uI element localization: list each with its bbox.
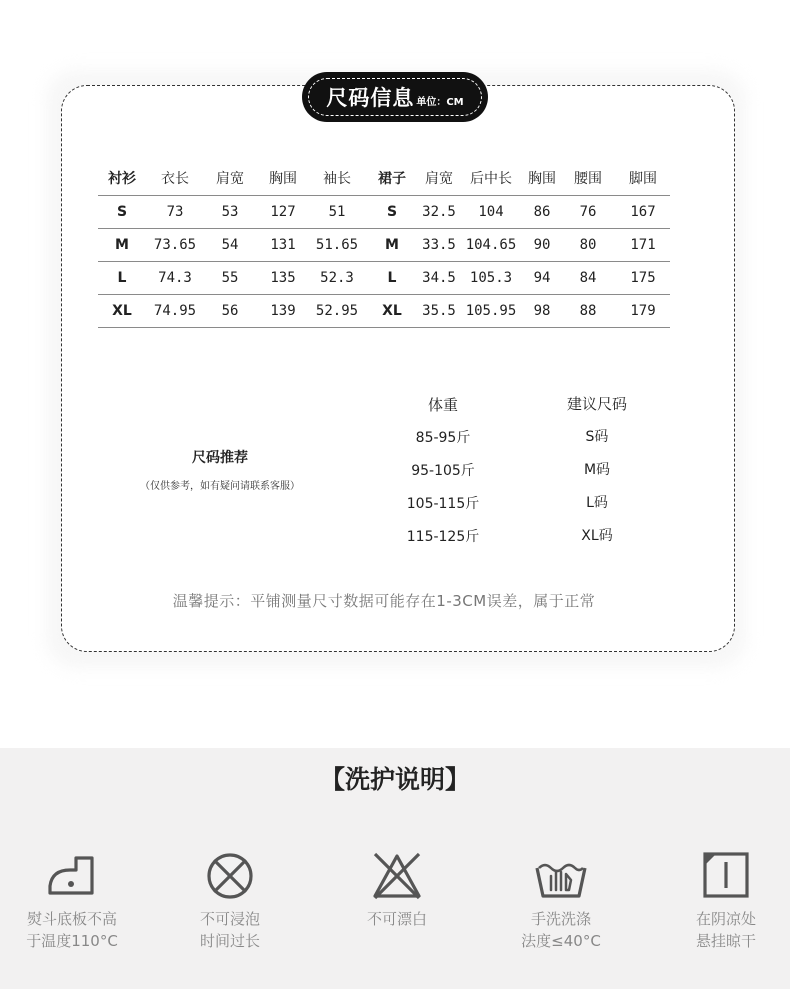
table-cell: 175 [616, 261, 670, 294]
table-header-cell: 脚围 [616, 162, 670, 195]
table-cell: 167 [616, 195, 670, 228]
care-label-line2: 法度≤40°C [521, 932, 601, 950]
table-cell: 98 [524, 294, 560, 327]
table-cell: S [364, 195, 420, 228]
table-header-cell: 衬衫 [98, 162, 146, 195]
table-header-cell: 后中长 [458, 162, 524, 195]
care-item-iron [2, 850, 142, 952]
size-table-header-row [98, 162, 670, 195]
table-cell: 88 [560, 294, 616, 327]
recommended-size-column [537, 388, 657, 553]
recommended-size-value: M码 [583, 462, 611, 478]
table-header-cell: 肩宽 [420, 162, 458, 195]
table-cell: 90 [524, 228, 560, 261]
weight-header: 体重 [427, 396, 458, 414]
size-recommend-note: （仅供参考，如有疑问请联系客服） [140, 481, 300, 492]
table-cell: 74.3 [146, 261, 204, 294]
table-cell: 135 [256, 261, 310, 294]
table-cell: 76 [560, 195, 616, 228]
table-cell: S [98, 195, 146, 228]
care-label-line1: 在阴凉处 [695, 910, 756, 928]
weight-value: 85-95斤 [415, 430, 471, 446]
table-cell: 86 [524, 195, 560, 228]
table-cell: L [98, 261, 146, 294]
table-cell: 32.5 [420, 195, 458, 228]
care-label-line2: 悬挂晾干 [695, 932, 756, 950]
size-table [98, 162, 670, 328]
table-cell: 51 [310, 195, 364, 228]
recommended-size-value: S码 [585, 429, 609, 445]
page-title: 尺码信息 [326, 86, 415, 110]
table-cell: XL [98, 294, 146, 327]
table-cell: 55 [204, 261, 256, 294]
table-cell: 105.95 [458, 294, 524, 327]
table-row [98, 228, 670, 261]
weight-value: 105-115斤 [406, 496, 480, 512]
no-bleach-icon [367, 850, 427, 900]
table-header-cell: 肩宽 [204, 162, 256, 195]
table-row [98, 261, 670, 294]
table-cell: XL [364, 294, 420, 327]
no-soak-icon [200, 850, 260, 900]
recommended-size-header: 建议尺码 [566, 395, 627, 413]
care-label-line2: 于温度110°C [26, 932, 118, 950]
table-cell: 51.65 [310, 228, 364, 261]
table-header-cell: 胸围 [524, 162, 560, 195]
care-label-line1: 手洗洗涤 [530, 910, 591, 928]
table-cell: 52.3 [310, 261, 364, 294]
table-cell: 139 [256, 294, 310, 327]
table-cell: M [98, 228, 146, 261]
weight-value: 95-105斤 [411, 463, 475, 479]
care-item-no-bleach [327, 850, 467, 930]
table-row [98, 294, 670, 327]
care-label-line1: 不可浸泡 [199, 910, 260, 928]
table-cell: 84 [560, 261, 616, 294]
table-cell: 104.65 [458, 228, 524, 261]
table-cell: M [364, 228, 420, 261]
table-cell: L [364, 261, 420, 294]
table-cell: 34.5 [420, 261, 458, 294]
care-label-line1: 不可漂白 [366, 910, 427, 928]
table-cell: 33.5 [420, 228, 458, 261]
table-header-cell: 衣长 [146, 162, 204, 195]
table-cell: 171 [616, 228, 670, 261]
recommended-size-value: XL码 [581, 528, 613, 544]
hang-dry-shade-icon [696, 850, 756, 900]
care-item-no-soak [160, 850, 300, 952]
table-cell: 35.5 [420, 294, 458, 327]
care-label-line1: 熨斗底板不高 [26, 910, 117, 928]
table-row [98, 195, 670, 228]
table-cell: 127 [256, 195, 310, 228]
table-cell: 131 [256, 228, 310, 261]
care-item-hang-dry-shade [656, 850, 790, 952]
recommended-size-value: L码 [586, 495, 608, 511]
table-header-cell: 袖长 [310, 162, 364, 195]
care-item-hand-wash [491, 850, 631, 952]
table-cell: 73.65 [146, 228, 204, 261]
table-header-cell: 胸围 [256, 162, 310, 195]
weight-value: 115-125斤 [406, 529, 480, 545]
size-recommend-title: 尺码推荐 [192, 450, 248, 466]
size-info-title-badge [302, 72, 488, 122]
table-cell: 53 [204, 195, 256, 228]
table-header-cell: 裙子 [364, 162, 420, 195]
unit-label: 单位：CM [416, 96, 464, 108]
table-cell: 94 [524, 261, 560, 294]
table-cell: 179 [616, 294, 670, 327]
table-cell: 52.95 [310, 294, 364, 327]
table-header-cell: 腰围 [560, 162, 616, 195]
table-cell: 105.3 [458, 261, 524, 294]
iron-icon [42, 850, 102, 900]
table-cell: 54 [204, 228, 256, 261]
table-cell: 104 [458, 195, 524, 228]
weight-column [383, 389, 503, 554]
table-cell: 74.95 [146, 294, 204, 327]
care-title: 【洗护说明】 [319, 765, 470, 794]
hand-wash-icon [531, 850, 591, 900]
table-cell: 73 [146, 195, 204, 228]
table-cell: 56 [204, 294, 256, 327]
measurement-tip: 温馨提示：平铺测量尺寸数据可能存在1-3CM误差，属于正常 [172, 592, 596, 610]
table-cell: 80 [560, 228, 616, 261]
care-label-line2: 时间过长 [199, 932, 260, 950]
